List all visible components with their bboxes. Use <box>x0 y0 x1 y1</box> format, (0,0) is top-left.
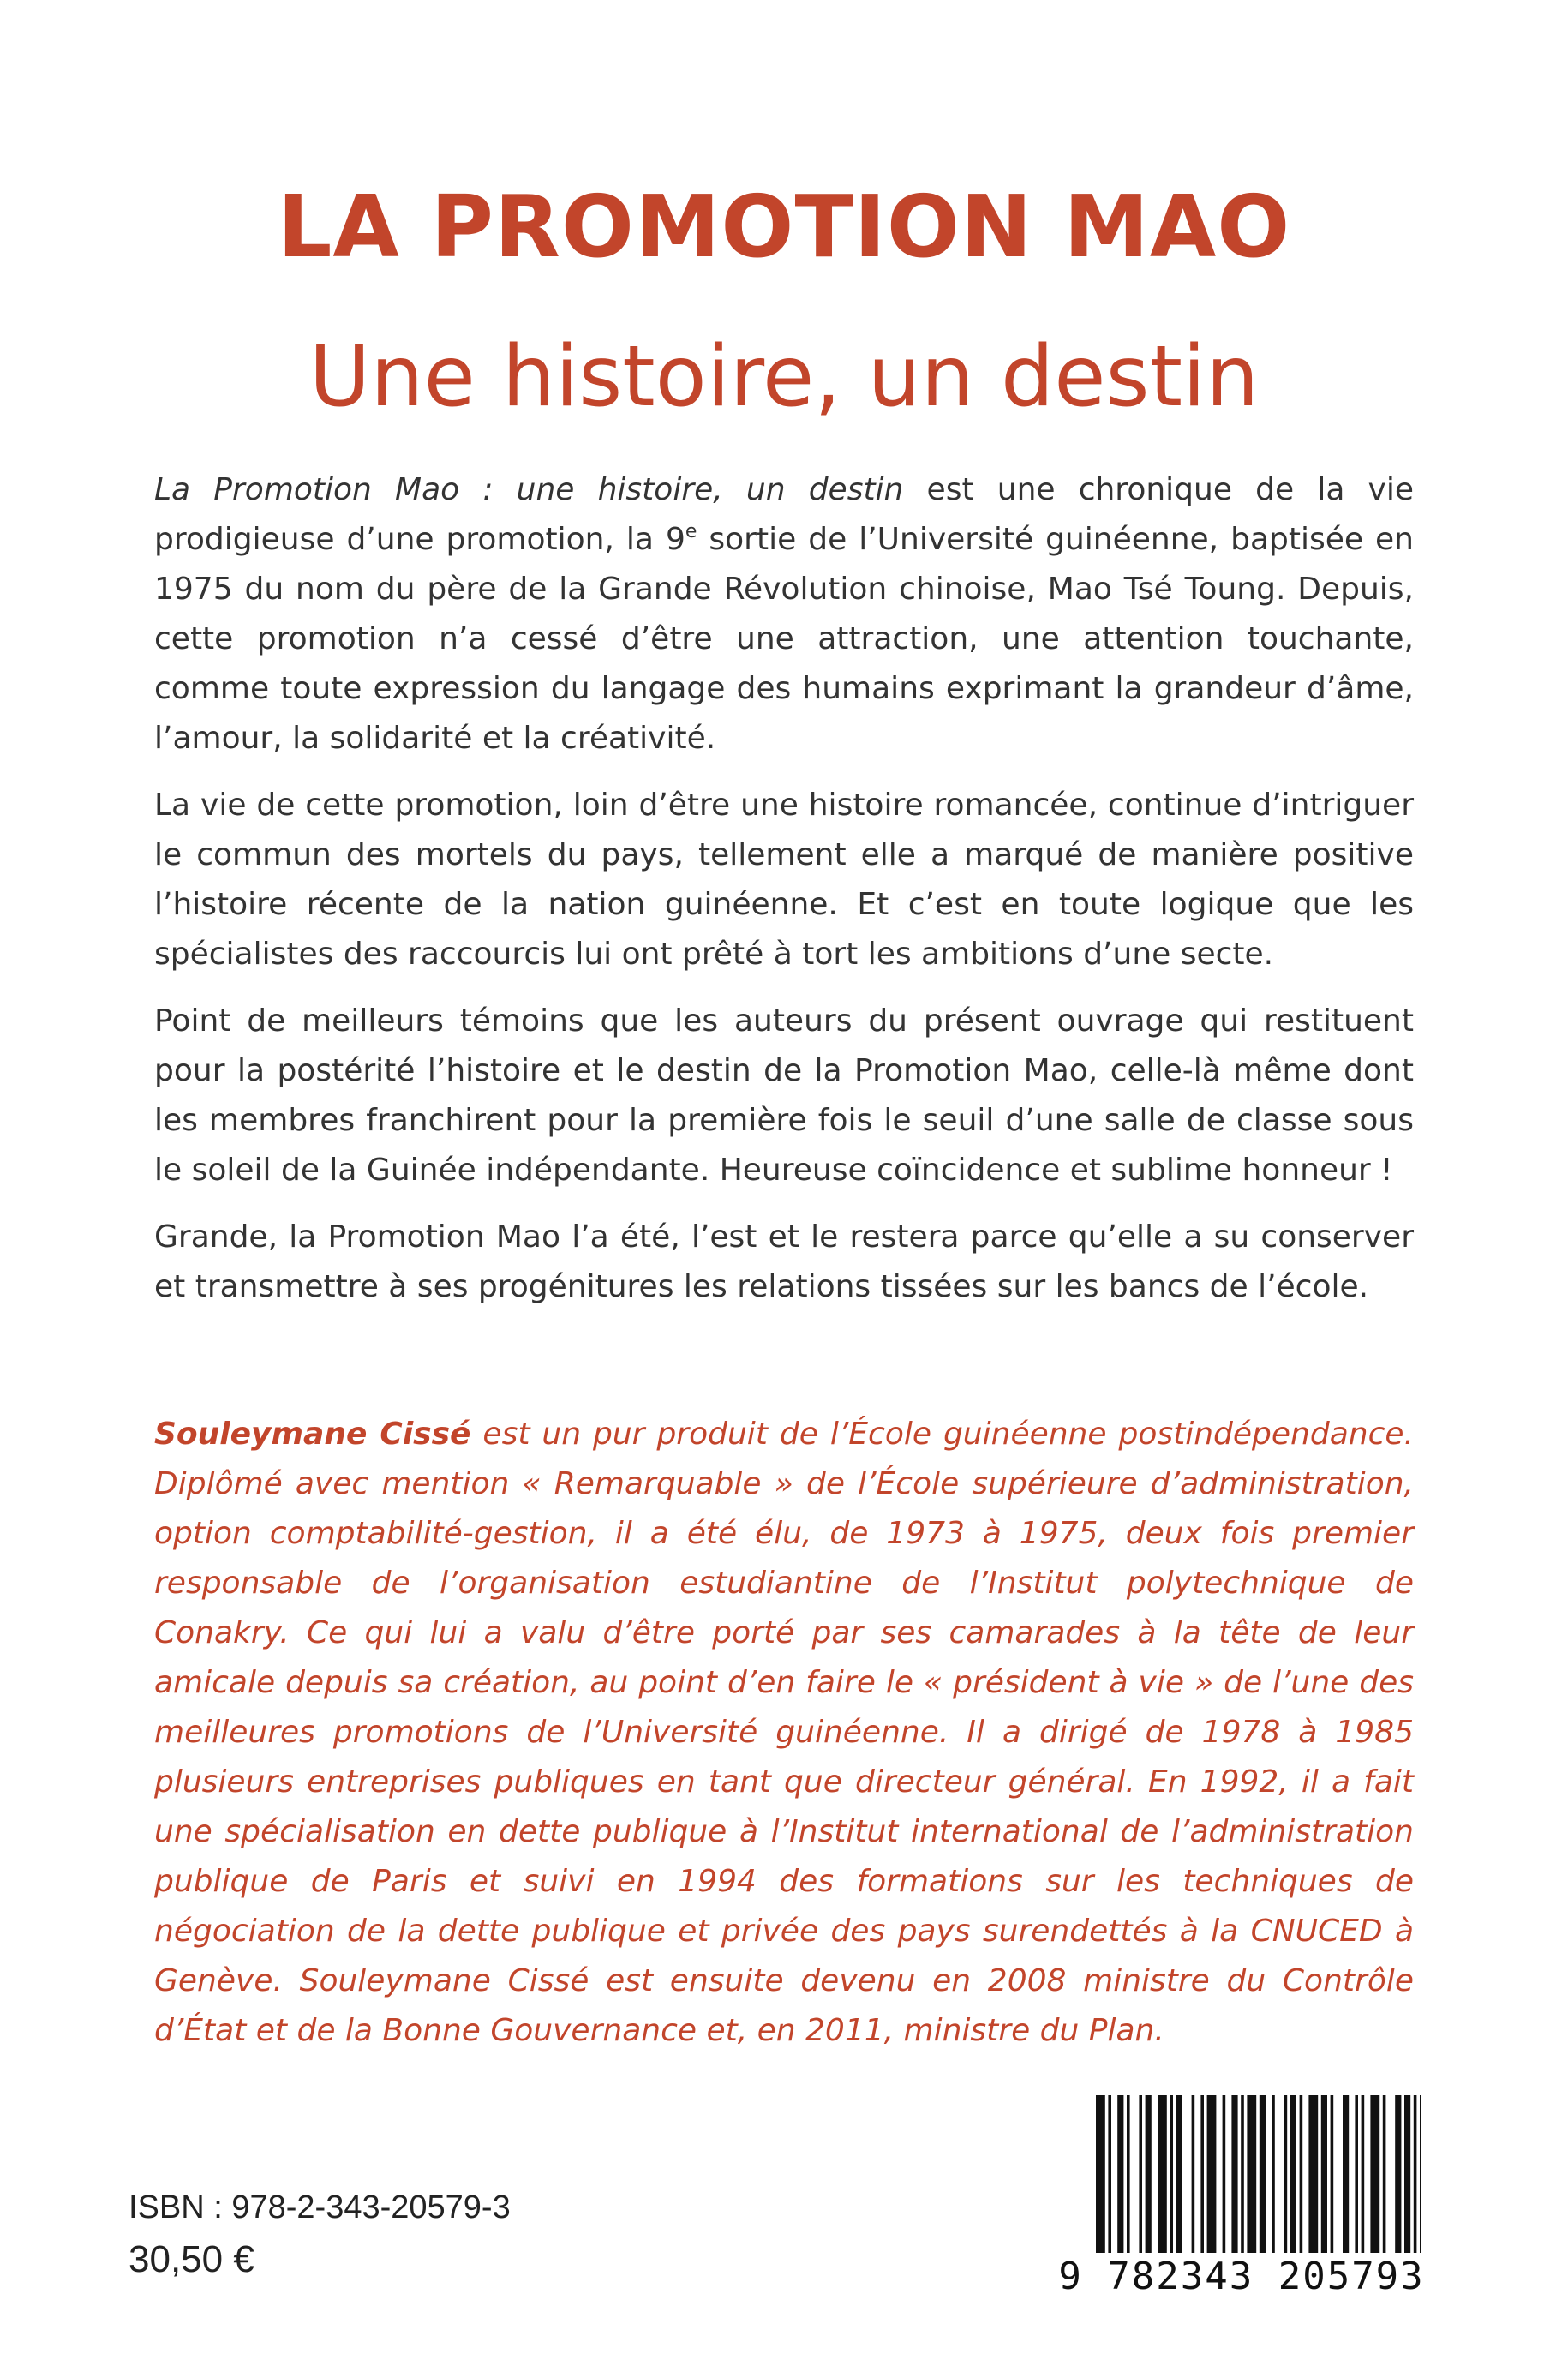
barcode-bar <box>1241 2095 1244 2253</box>
barcode-bar <box>1300 2095 1303 2253</box>
barcode-bar <box>1331 2095 1334 2253</box>
blurb <box>154 465 1414 1329</box>
barcode-bar <box>1117 2095 1123 2253</box>
barcode-bar <box>1146 2095 1152 2253</box>
barcode <box>1057 2095 1426 2301</box>
barcode-bar <box>1223 2095 1226 2253</box>
price: 30,50 € <box>129 2238 254 2280</box>
barcode-bar <box>1260 2095 1266 2253</box>
barcode-bar <box>1139 2095 1142 2253</box>
barcode-digits: 9 782343 205793 <box>1058 2255 1425 2298</box>
barcode-bar <box>1170 2095 1173 2253</box>
barcode-bar <box>1127 2095 1130 2253</box>
blurb-paragraph-3: Point de meilleurs témoins que les auteurs du présent ouvrage qui restituent pour la postérité l’histoire et le destin de la Promotion Mao, celle-là même dont les membres franchirent pour la première fois le seuil d’une salle de classe sous le soleil de la Guinée indépendante. Heureuse coïncidence et sublime honneur ! <box>154 1003 1414 1188</box>
isbn: ISBN : 978-2-343-20579-3 <box>129 2189 511 2225</box>
author-bio-text: est un pur produit de l’École guinéenne postindépendance. Diplômé avec mention « Remarquable » de l’École supérieure d’administration, option comptabilité-gestion, il a été élu, de 1973 à 1975, deux fois premier responsable de l’organisation estudiantine de l’Institut polytechnique de Conakry. Ce qui lui a valu d’être porté par ses camarades à la tête de leur amicale depuis sa création, au point d’en faire le « président à vie » de l’une des meilleures promotions de l’Université guinéenne. Il a dirigé de 1978 à 1985 plusieurs entreprises publiques en tant que directeur général. En 1992, il a fait une spécialisation en dette publique à l’Institut international de l’administration publique de Paris et suivi en 1994 des formations sur les techniques de négociation de la dette publique et privée des pays surendettés à la CNUCED à Genève. Souleymane Cissé est ensuite devenu en 2008 ministre du Contrôle d’État et de la Bonne Gouvernance et, en 2011, ministre du Plan. <box>154 1417 1414 2048</box>
blurb-paragraph-1 <box>154 465 1414 764</box>
barcode-bar <box>1108 2095 1111 2253</box>
barcode-bar <box>1158 2095 1167 2253</box>
blurb-p1-text: est une chronique de la vie prodigieuse d’une promotion, la 9 <box>154 472 1415 557</box>
barcode-bar <box>1395 2095 1401 2253</box>
barcode-bar <box>1362 2095 1365 2253</box>
barcode-bar <box>1176 2095 1182 2253</box>
barcode-bar <box>1343 2095 1349 2253</box>
author-name: Souleymane Cissé <box>154 1417 471 1452</box>
blurb-paragraph-4: Grande, la Promotion Mao l’a été, l’est et le restera parce qu’elle a su conserver et transmettre à ses progénitures les relations tissées sur les bancs de l’école. <box>154 1219 1414 1304</box>
barcode-bar <box>1414 2095 1417 2253</box>
barcode-bar <box>1207 2095 1217 2253</box>
barcode-bar <box>1321 2095 1327 2253</box>
barcode-bar <box>1247 2095 1256 2253</box>
ordinal-superscript: e <box>685 521 697 542</box>
barcode-bar <box>1272 2095 1275 2253</box>
barcode-bars <box>1096 2095 1421 2253</box>
barcode-bar <box>1383 2095 1386 2253</box>
barcode-bar <box>1096 2095 1105 2253</box>
barcode-bar <box>1200 2095 1204 2253</box>
book-subtitle: Une histoire, un destin <box>308 328 1260 426</box>
barcode-bar <box>1192 2095 1195 2253</box>
barcode-bar <box>1231 2095 1237 2253</box>
barcode-bar <box>1420 2095 1421 2253</box>
barcode-bar <box>1370 2095 1379 2253</box>
barcode-bar <box>1404 2095 1410 2253</box>
barcode-bar <box>1290 2095 1296 2253</box>
blurb-book-title-italic: La Promotion Mao : une histoire, un destin <box>154 472 904 507</box>
blurb-p1-rest: sortie de l’Université guinéenne, baptisée en 1975 du nom du père de la Grande Révolution chinoise, Mao Tsé Toung. Depuis, cette promotion n’a cessé d’être une attraction, une attention touchante, comme toute expression du langage des humains exprimant la grandeur d’âme, l’amour, la solidarité et la créativité. <box>154 522 1414 756</box>
barcode-bar <box>1284 2095 1288 2253</box>
author-bio <box>154 1410 1414 2056</box>
blurb-paragraph-2: La vie de cette promotion, loin d’être une histoire romancée, continue d’intriguer le commun des mortels du pays, tellement elle a marqué de manière positive l’histoire récente de la nation guinéenne. Et c’est en toute logique que les spécialistes des raccourcis lui ont prêté à tort les ambitions d’une secte. <box>154 788 1414 972</box>
book-title: LA PROMOTION MAO <box>277 177 1291 277</box>
barcode-bar <box>1308 2095 1318 2253</box>
barcode-bar <box>1355 2095 1358 2253</box>
